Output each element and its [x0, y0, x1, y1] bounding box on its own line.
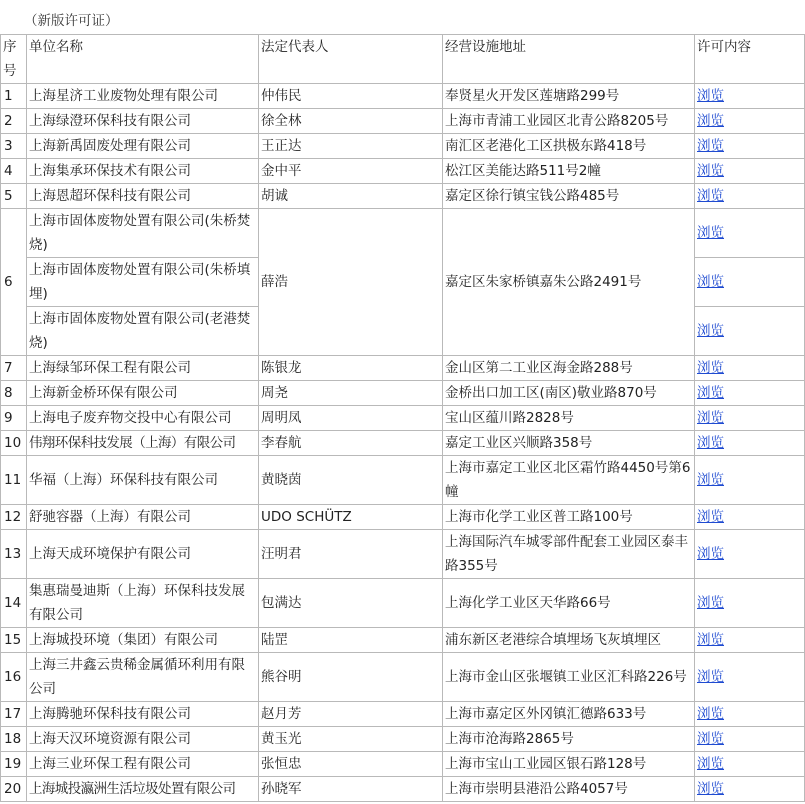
view-license-link[interactable]: 浏览	[697, 360, 724, 376]
facility-address: 宝山区蕴川路2828号	[443, 406, 695, 431]
table-row	[1, 431, 805, 456]
row-number: 16	[1, 653, 27, 702]
facility-address: 南汇区老港化工区拱极东路418号	[443, 134, 695, 159]
facility-address: 金山区第二工业区海金路288号	[443, 356, 695, 381]
row-number: 8	[1, 381, 27, 406]
table-row	[1, 109, 805, 134]
company-name: 华福（上海）环保科技有限公司	[27, 456, 259, 505]
license-cell	[695, 777, 805, 802]
legal-representative: 赵月芳	[259, 702, 443, 727]
company-name: 上海电子废弃物交投中心有限公司	[27, 406, 259, 431]
view-license-link[interactable]: 浏览	[697, 509, 724, 525]
license-table	[0, 34, 805, 802]
view-license-link[interactable]: 浏览	[697, 472, 724, 488]
table-row	[1, 628, 805, 653]
header-representative: 法定代表人	[259, 35, 443, 84]
license-cell	[695, 159, 805, 184]
row-number: 13	[1, 530, 27, 579]
legal-representative: 孙晓军	[259, 777, 443, 802]
legal-representative: 黄晓茵	[259, 456, 443, 505]
row-number: 3	[1, 134, 27, 159]
table-row	[1, 134, 805, 159]
facility-address: 上海市金山区张堰镇工业区汇科路226号	[443, 653, 695, 702]
table-row	[1, 159, 805, 184]
facility-address: 嘉定工业区兴顺路358号	[443, 431, 695, 456]
legal-representative: 仲伟民	[259, 84, 443, 109]
view-license-link[interactable]: 浏览	[697, 113, 724, 129]
company-name: 上海新禹固废处理有限公司	[27, 134, 259, 159]
view-license-link[interactable]: 浏览	[697, 435, 724, 451]
company-name: 舒驰容器（上海）有限公司	[27, 505, 259, 530]
header-address: 经营设施地址	[443, 35, 695, 84]
facility-address: 上海国际汽车城零部件配套工业园区泰丰路355号	[443, 530, 695, 579]
company-name: 上海恩超环保科技有限公司	[27, 184, 259, 209]
license-cell	[695, 84, 805, 109]
table-row	[1, 530, 805, 579]
table-row	[1, 406, 805, 431]
table-row	[1, 184, 805, 209]
license-cell	[695, 406, 805, 431]
row-number: 6	[1, 209, 27, 356]
company-name: 上海绿邹环保工程有限公司	[27, 356, 259, 381]
legal-representative: 周明凤	[259, 406, 443, 431]
view-license-link[interactable]: 浏览	[697, 756, 724, 772]
company-name: 上海三井鑫云贵稀金属循环利用有限公司	[27, 653, 259, 702]
license-cell	[695, 134, 805, 159]
table-row	[1, 777, 805, 802]
company-name: 上海市固体废物处置有限公司(朱桥焚烧)	[27, 209, 259, 258]
row-number: 5	[1, 184, 27, 209]
row-number: 12	[1, 505, 27, 530]
legal-representative: 金中平	[259, 159, 443, 184]
legal-representative: 张恒忠	[259, 752, 443, 777]
license-cell	[695, 702, 805, 727]
row-number: 18	[1, 727, 27, 752]
view-license-link[interactable]: 浏览	[697, 781, 724, 797]
facility-address: 上海市嘉定区外冈镇汇德路633号	[443, 702, 695, 727]
table-row	[1, 505, 805, 530]
table-caption: （新版许可证）	[24, 13, 119, 29]
company-name: 上海集承环保技术有限公司	[27, 159, 259, 184]
view-license-link[interactable]: 浏览	[697, 138, 724, 154]
row-number: 4	[1, 159, 27, 184]
license-cell	[695, 209, 805, 258]
facility-address: 松江区美能达路511号2幢	[443, 159, 695, 184]
company-name: 上海市固体废物处置有限公司(老港焚烧)	[27, 307, 259, 356]
license-cell	[695, 456, 805, 505]
facility-address: 金桥出口加工区(南区)敬业路870号	[443, 381, 695, 406]
view-license-link[interactable]: 浏览	[697, 225, 724, 241]
license-cell	[695, 579, 805, 628]
company-name: 集惠瑞曼迪斯（上海）环保科技发展有限公司	[27, 579, 259, 628]
legal-representative: 薛浩	[259, 209, 443, 356]
row-number: 9	[1, 406, 27, 431]
row-number: 1	[1, 84, 27, 109]
row-number: 2	[1, 109, 27, 134]
license-cell	[695, 258, 805, 307]
table-row	[1, 579, 805, 628]
legal-representative: 李春航	[259, 431, 443, 456]
row-number: 11	[1, 456, 27, 505]
view-license-link[interactable]: 浏览	[697, 546, 724, 562]
view-license-link[interactable]: 浏览	[697, 163, 724, 179]
license-cell	[695, 505, 805, 530]
facility-address: 上海市嘉定工业区北区霜竹路4450号第6幢	[443, 456, 695, 505]
legal-representative: 陈银龙	[259, 356, 443, 381]
legal-representative: 徐全林	[259, 109, 443, 134]
company-name: 上海腾驰环保科技有限公司	[27, 702, 259, 727]
license-cell	[695, 109, 805, 134]
facility-address: 嘉定区朱家桥镇嘉朱公路2491号	[443, 209, 695, 356]
table-row	[1, 209, 805, 258]
company-name: 上海三业环保工程有限公司	[27, 752, 259, 777]
legal-representative: 包满达	[259, 579, 443, 628]
view-license-link[interactable]: 浏览	[697, 669, 724, 685]
header-company: 单位名称	[27, 35, 259, 84]
facility-address: 嘉定区徐行镇宝钱公路485号	[443, 184, 695, 209]
view-license-link[interactable]: 浏览	[697, 731, 724, 747]
table-row	[1, 84, 805, 109]
table-row	[1, 752, 805, 777]
view-license-link[interactable]: 浏览	[697, 274, 724, 290]
license-cell	[695, 530, 805, 579]
row-number: 15	[1, 628, 27, 653]
license-cell	[695, 184, 805, 209]
facility-address: 上海市宝山工业园区银石路128号	[443, 752, 695, 777]
company-name: 上海绿澄环保科技有限公司	[27, 109, 259, 134]
company-name: 上海星济工业废物处理有限公司	[27, 84, 259, 109]
table-row	[1, 702, 805, 727]
legal-representative: 黄玉光	[259, 727, 443, 752]
table-body	[1, 84, 805, 802]
legal-representative: UDO SCHÜTZ	[259, 505, 443, 530]
view-license-link[interactable]: 浏览	[697, 188, 724, 204]
view-license-link[interactable]: 浏览	[697, 706, 724, 722]
legal-representative: 陆罡	[259, 628, 443, 653]
license-cell	[695, 727, 805, 752]
company-name: 伟翔环保科技发展（上海）有限公司	[27, 431, 259, 456]
company-name: 上海市固体废物处置有限公司(朱桥填埋)	[27, 258, 259, 307]
license-cell	[695, 752, 805, 777]
facility-address: 上海市青浦工业园区北青公路8205号	[443, 109, 695, 134]
facility-address: 浦东新区老港综合填埋场飞灰填埋区	[443, 628, 695, 653]
company-name: 上海城投瀛洲生活垃圾处置有限公司	[27, 777, 259, 802]
facility-address: 上海市沧海路2865号	[443, 727, 695, 752]
license-cell	[695, 307, 805, 356]
company-name: 上海新金桥环保有限公司	[27, 381, 259, 406]
row-number: 7	[1, 356, 27, 381]
row-number: 19	[1, 752, 27, 777]
facility-address: 上海市化学工业区普工路100号	[443, 505, 695, 530]
view-license-link[interactable]: 浏览	[697, 632, 724, 648]
license-cell	[695, 628, 805, 653]
facility-address: 上海市崇明县港沿公路4057号	[443, 777, 695, 802]
table-row	[1, 727, 805, 752]
header-no: 序号	[1, 35, 27, 84]
license-cell	[695, 653, 805, 702]
view-license-link[interactable]: 浏览	[697, 595, 724, 611]
license-cell	[695, 431, 805, 456]
table-row	[1, 381, 805, 406]
company-name: 上海天成环境保护有限公司	[27, 530, 259, 579]
view-license-link[interactable]: 浏览	[697, 88, 724, 104]
table-row	[1, 456, 805, 505]
legal-representative: 熊谷明	[259, 653, 443, 702]
row-number: 10	[1, 431, 27, 456]
view-license-link[interactable]: 浏览	[697, 410, 724, 426]
table-row	[1, 356, 805, 381]
view-license-link[interactable]: 浏览	[697, 385, 724, 401]
facility-address: 上海化学工业区天华路66号	[443, 579, 695, 628]
row-number: 14	[1, 579, 27, 628]
legal-representative: 王正达	[259, 134, 443, 159]
company-name: 上海城投环境（集团）有限公司	[27, 628, 259, 653]
license-cell	[695, 356, 805, 381]
table-row	[1, 653, 805, 702]
row-number: 17	[1, 702, 27, 727]
facility-address: 奉贤星火开发区莲塘路299号	[443, 84, 695, 109]
row-number: 20	[1, 777, 27, 802]
company-name: 上海天汉环境资源有限公司	[27, 727, 259, 752]
view-license-link[interactable]: 浏览	[697, 323, 724, 339]
header-license: 许可内容	[695, 35, 805, 84]
legal-representative: 汪明君	[259, 530, 443, 579]
license-cell	[695, 381, 805, 406]
legal-representative: 胡诚	[259, 184, 443, 209]
legal-representative: 周尧	[259, 381, 443, 406]
table-header-row	[1, 35, 805, 84]
